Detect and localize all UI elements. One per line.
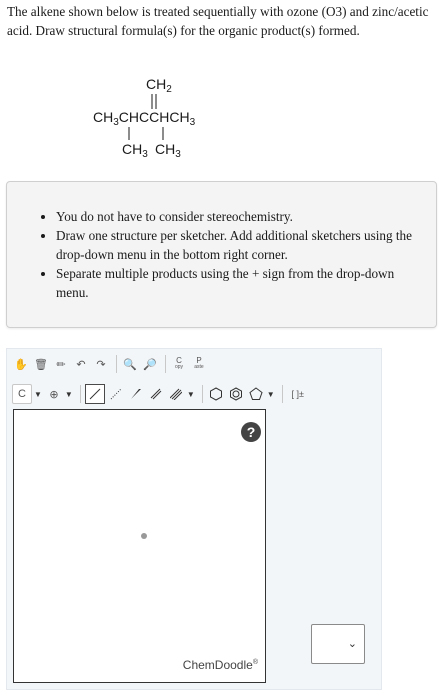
ring-benzene-icon[interactable] xyxy=(227,385,245,403)
toolbar-top xyxy=(12,353,210,375)
eraser-icon[interactable]: ✏ xyxy=(56,358,66,371)
instruction-item: • You do not have to consider stereochemistry. xyxy=(56,207,416,226)
ring-pentagon-icon[interactable] xyxy=(247,385,265,403)
bracket-tool[interactable] xyxy=(287,385,309,403)
trash-icon[interactable]: 🗑 xyxy=(34,358,48,371)
cursor-dot xyxy=(141,533,147,539)
mol-bottom-left: $CH_3$ xyxy=(122,141,148,160)
instructions-panel xyxy=(6,181,437,328)
toolbar-bottom xyxy=(12,383,311,405)
chevron-down-icon[interactable]: ▼ xyxy=(64,389,73,399)
zoom-out-icon[interactable]: 🔎 xyxy=(143,358,157,371)
instruction-item: • Draw one structure per sketcher. Add additional sketchers using the drop-down menu in the bottom right corner. xyxy=(56,226,416,264)
alkene-structure xyxy=(0,72,441,172)
double-bond-icon[interactable] xyxy=(147,385,165,403)
copy-button[interactable] xyxy=(170,355,188,373)
element-label: C xyxy=(18,388,26,400)
brand-name: ChemDoodle xyxy=(182,658,253,672)
paste-button[interactable] xyxy=(190,355,208,373)
chevron-down-icon[interactable]: ▼ xyxy=(34,389,42,399)
help-icon[interactable] xyxy=(241,422,261,442)
undo-icon[interactable]: ↶ xyxy=(76,358,86,371)
chevron-down-icon[interactable]: ▼ xyxy=(266,389,275,399)
brand-mark: ® xyxy=(252,659,258,666)
mol-main-chain: $CH_3CHCCHCH_3$ xyxy=(93,109,196,128)
zoom-in-icon[interactable]: 🔍 xyxy=(123,358,137,371)
charge-icon[interactable]: ⊕ xyxy=(49,388,59,401)
help-label: ? xyxy=(246,424,256,440)
instructions-list xyxy=(7,207,416,302)
drawing-canvas[interactable] xyxy=(13,409,266,683)
chemdoodle-brand xyxy=(183,658,258,672)
single-bond-icon[interactable] xyxy=(85,384,105,404)
copy-sub: opy xyxy=(174,364,184,370)
instruction-item: • Separate multiple products using the + sign from the drop-down menu. xyxy=(56,264,416,302)
hand-icon[interactable]: ✋ xyxy=(14,358,28,371)
mol-bottom-right: $CH_3$ xyxy=(155,141,181,160)
bracket-label: [ ]± xyxy=(291,389,304,399)
paste-sub: aste xyxy=(194,364,204,370)
chevron-down-icon: ⌄ xyxy=(347,637,357,650)
wedge-bond-icon[interactable] xyxy=(127,385,145,403)
sketcher-dropdown[interactable] xyxy=(311,624,365,664)
dashed-bond-icon[interactable] xyxy=(107,385,125,403)
question-text xyxy=(7,2,435,40)
paste-label: P xyxy=(196,356,202,365)
element-selector[interactable] xyxy=(12,384,32,404)
ring-cyclohexane-icon[interactable] xyxy=(207,385,225,403)
chevron-down-icon[interactable]: ▼ xyxy=(186,389,195,399)
triple-bond-icon[interactable] xyxy=(167,385,185,403)
redo-icon[interactable]: ↷ xyxy=(96,358,106,371)
copy-label: C xyxy=(176,356,182,365)
question-body: The alkene shown below is treated sequentially with ozone (O3) and zinc/acetic acid. Draw structural formula(s) for the organic product(s) formed. xyxy=(7,4,429,38)
mol-top-group: $CH_2$ xyxy=(146,76,172,95)
